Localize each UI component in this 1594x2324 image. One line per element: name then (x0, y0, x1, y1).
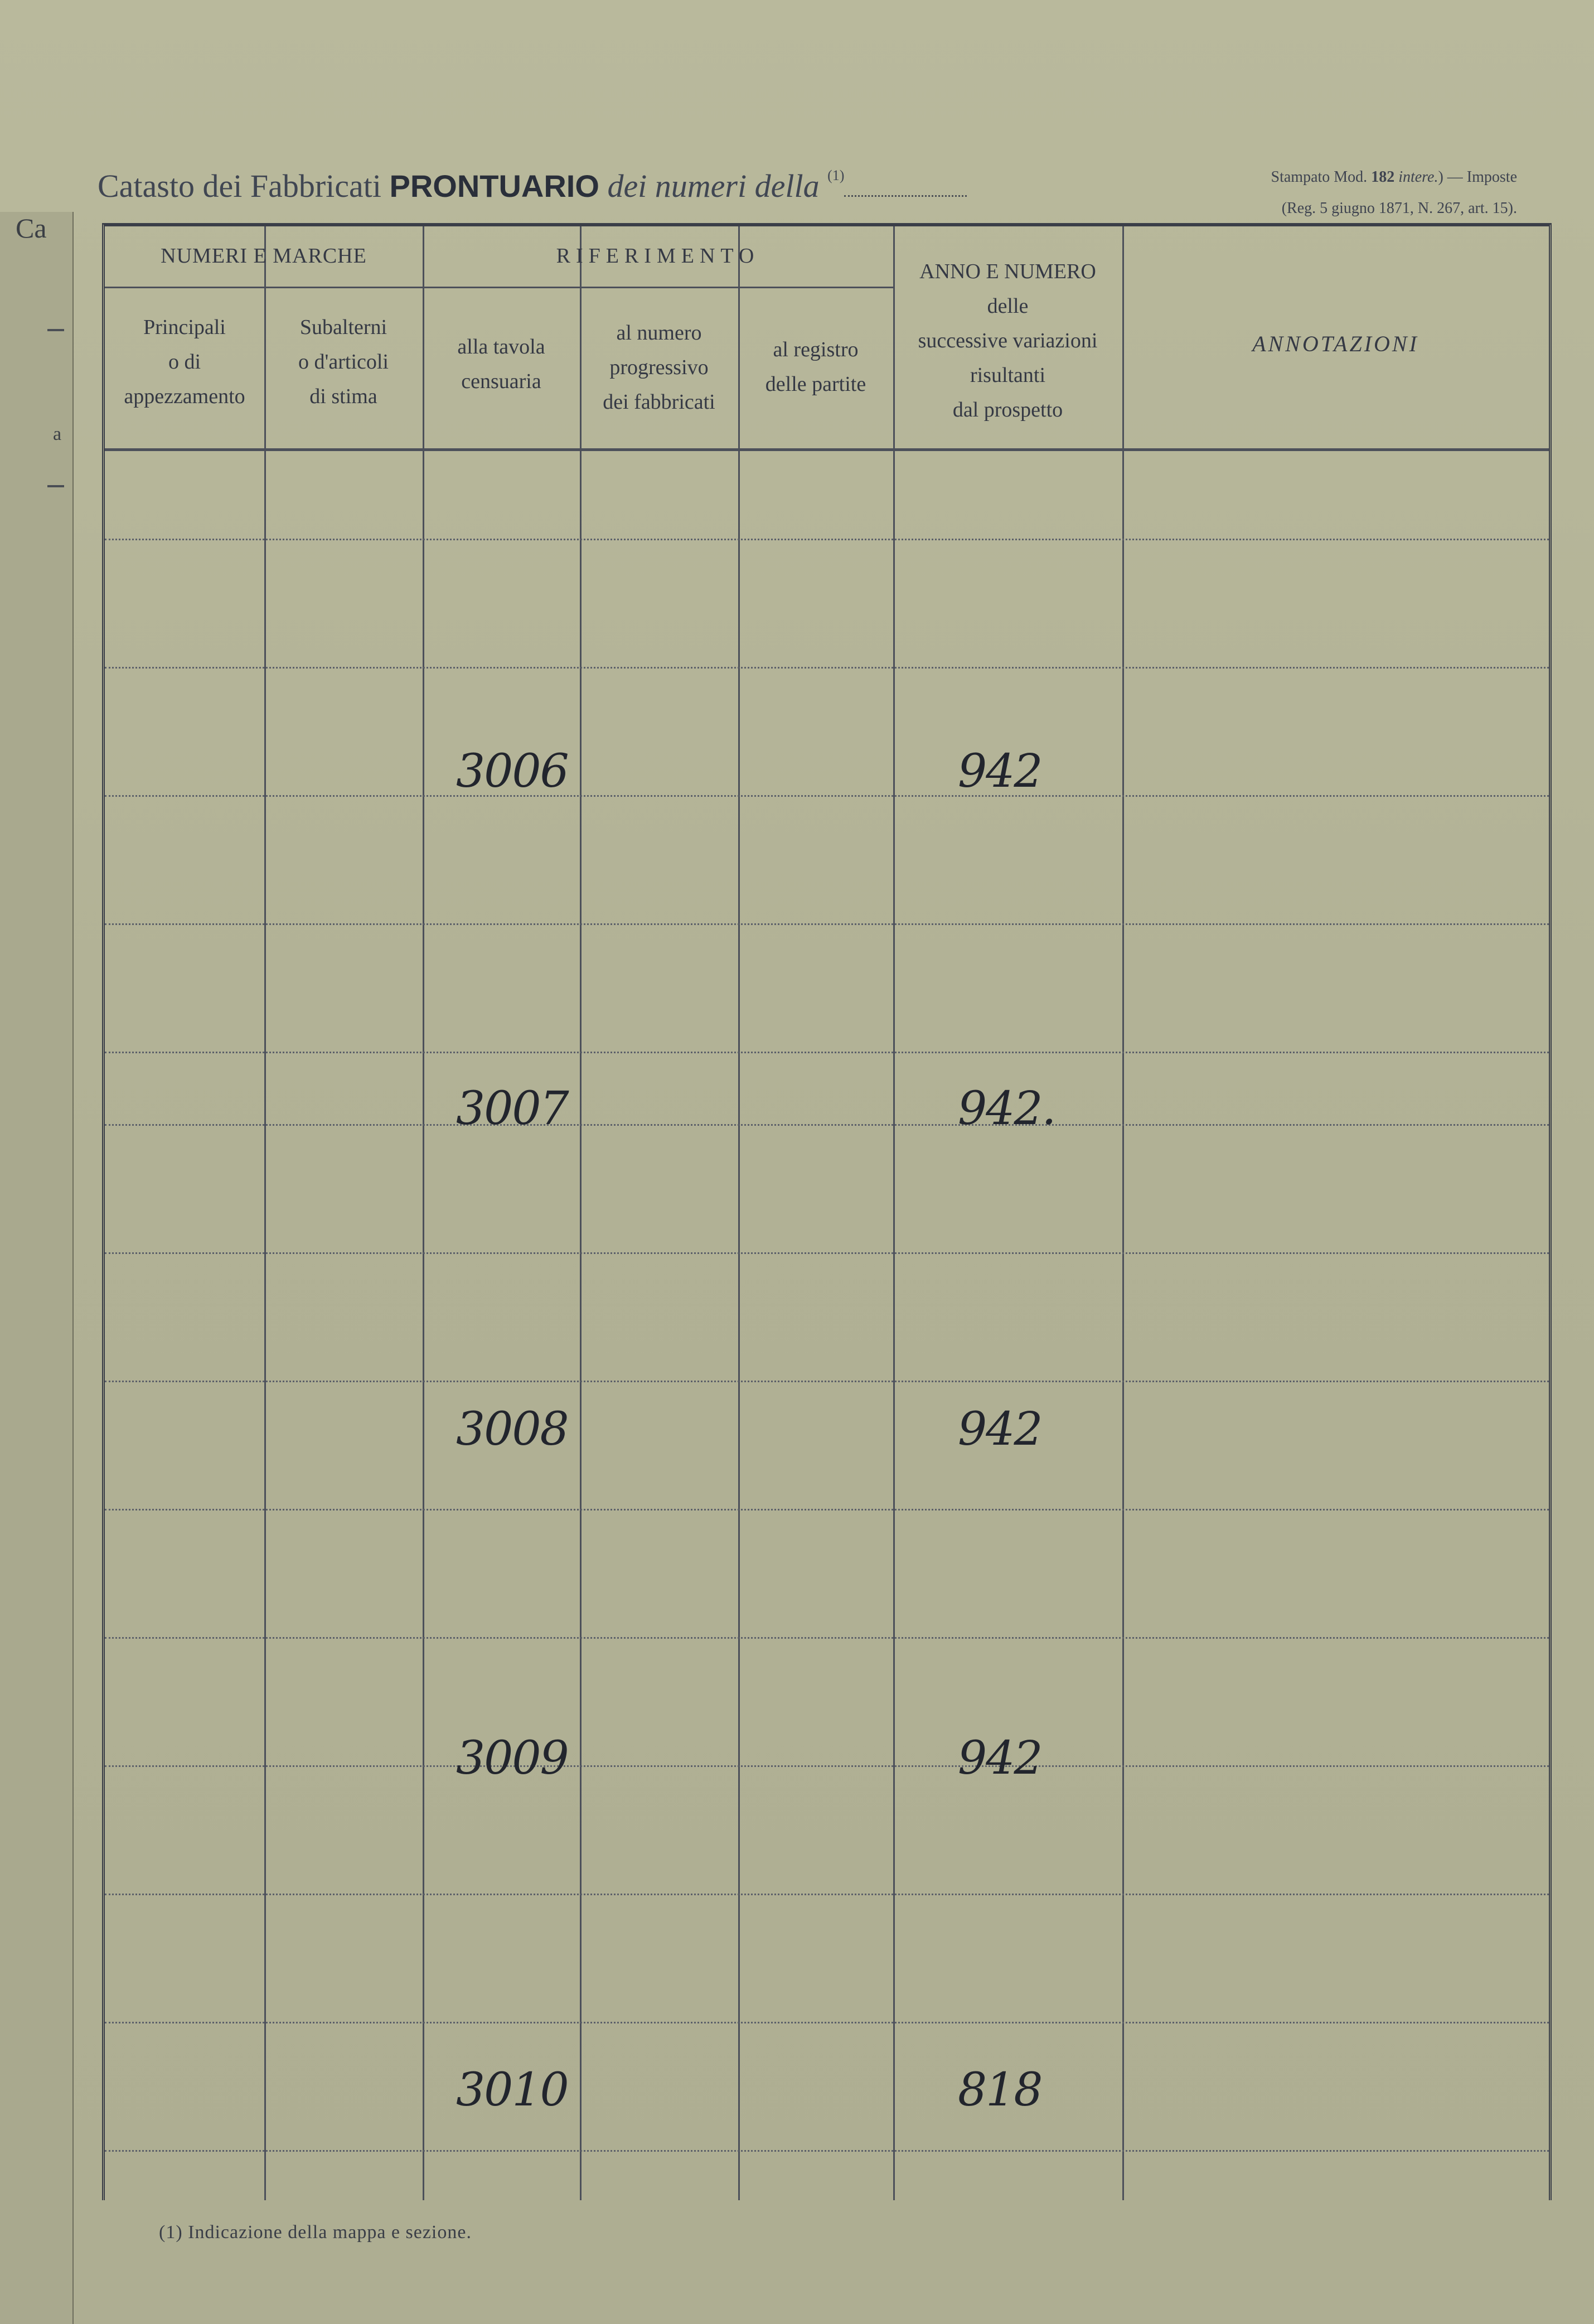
ruled-line (105, 2150, 1549, 2152)
ruled-line (105, 795, 1549, 797)
entry-tavola-5: 3010 (456, 2064, 568, 2117)
col-rule (580, 226, 582, 2200)
header-numero: al numero progressivo dei fabbricati (603, 321, 715, 414)
header-rule (105, 287, 423, 288)
ruled-line (105, 923, 1549, 925)
entry-tavola-3: 3008 (456, 1403, 568, 1456)
header-anno-e-numero: ANNO E NUMERO delle successive variazioni risultanti dal prospetto (918, 260, 1098, 422)
margin-tab-text: Ca (16, 212, 47, 244)
stamp-line-1: Stampato Mod. 182 intere.) — Imposte (1271, 168, 1517, 186)
stamp-line-2: (Reg. 5 giugno 1871, N. 267, art. 15). (1281, 200, 1517, 217)
print-stamp (1271, 162, 1517, 224)
entry-tavola-2: 3007 (456, 1082, 568, 1135)
ruled-line (105, 539, 1549, 540)
margin-mark (47, 485, 64, 487)
entry-anno-2: 942. (958, 1082, 1055, 1135)
margin-mark (47, 329, 64, 331)
entry-tavola-4: 3009 (456, 1732, 568, 1785)
title-footnote-ref: (1) (827, 167, 845, 183)
col-rule (423, 226, 424, 2200)
left-margin-strip (0, 212, 74, 2324)
header-riferimento: RIFERIMENTO (556, 244, 760, 268)
title-blank-line (844, 191, 967, 197)
ruled-line (105, 1509, 1549, 1510)
page-title (98, 167, 967, 205)
col-rule (738, 226, 740, 2200)
ruled-line (105, 1637, 1549, 1639)
title-italic: dei numeri della (607, 168, 820, 204)
header-annotazioni: ANNOTAZIONI (1252, 331, 1419, 356)
entry-tavola-1: 3006 (456, 745, 568, 798)
register-table (102, 223, 1552, 2200)
ruled-line (105, 1381, 1549, 1382)
footnote: (1) Indicazione della mappa e sezione. (159, 2222, 472, 2243)
header-subalterni: Subalterni o d'articoli di stima (298, 316, 389, 408)
col-rule (1122, 226, 1124, 2200)
entry-anno-5: 818 (958, 2064, 1042, 2117)
header-numeri-e-marche: NUMERI E MARCHE (161, 244, 367, 268)
col-rule (264, 226, 266, 2200)
ruled-line (105, 667, 1549, 669)
ruled-line (105, 1124, 1549, 1126)
header-rule (423, 287, 893, 288)
header-registro: al registro delle partite (765, 338, 866, 396)
ruled-line (105, 1252, 1549, 1254)
entry-anno-4: 942 (958, 1732, 1042, 1785)
header-tavola: alla tavola censuaria (457, 335, 545, 393)
ruled-line (105, 1052, 1549, 1053)
margin-tab-letter: a (53, 424, 62, 444)
title-bold: PRONTUARIO (389, 168, 599, 204)
entry-anno-1: 942 (958, 745, 1042, 798)
col-rule (893, 226, 895, 2200)
ruled-line (105, 1894, 1549, 1895)
ruled-line (105, 1765, 1549, 1767)
ruled-line (105, 2022, 1549, 2023)
title-prefix: Catasto dei Fabbricati (98, 168, 381, 204)
entry-anno-3: 942 (958, 1403, 1042, 1456)
header-bottom-rule (105, 448, 1549, 451)
header-principali: Principali o di appezzamento (124, 316, 245, 408)
